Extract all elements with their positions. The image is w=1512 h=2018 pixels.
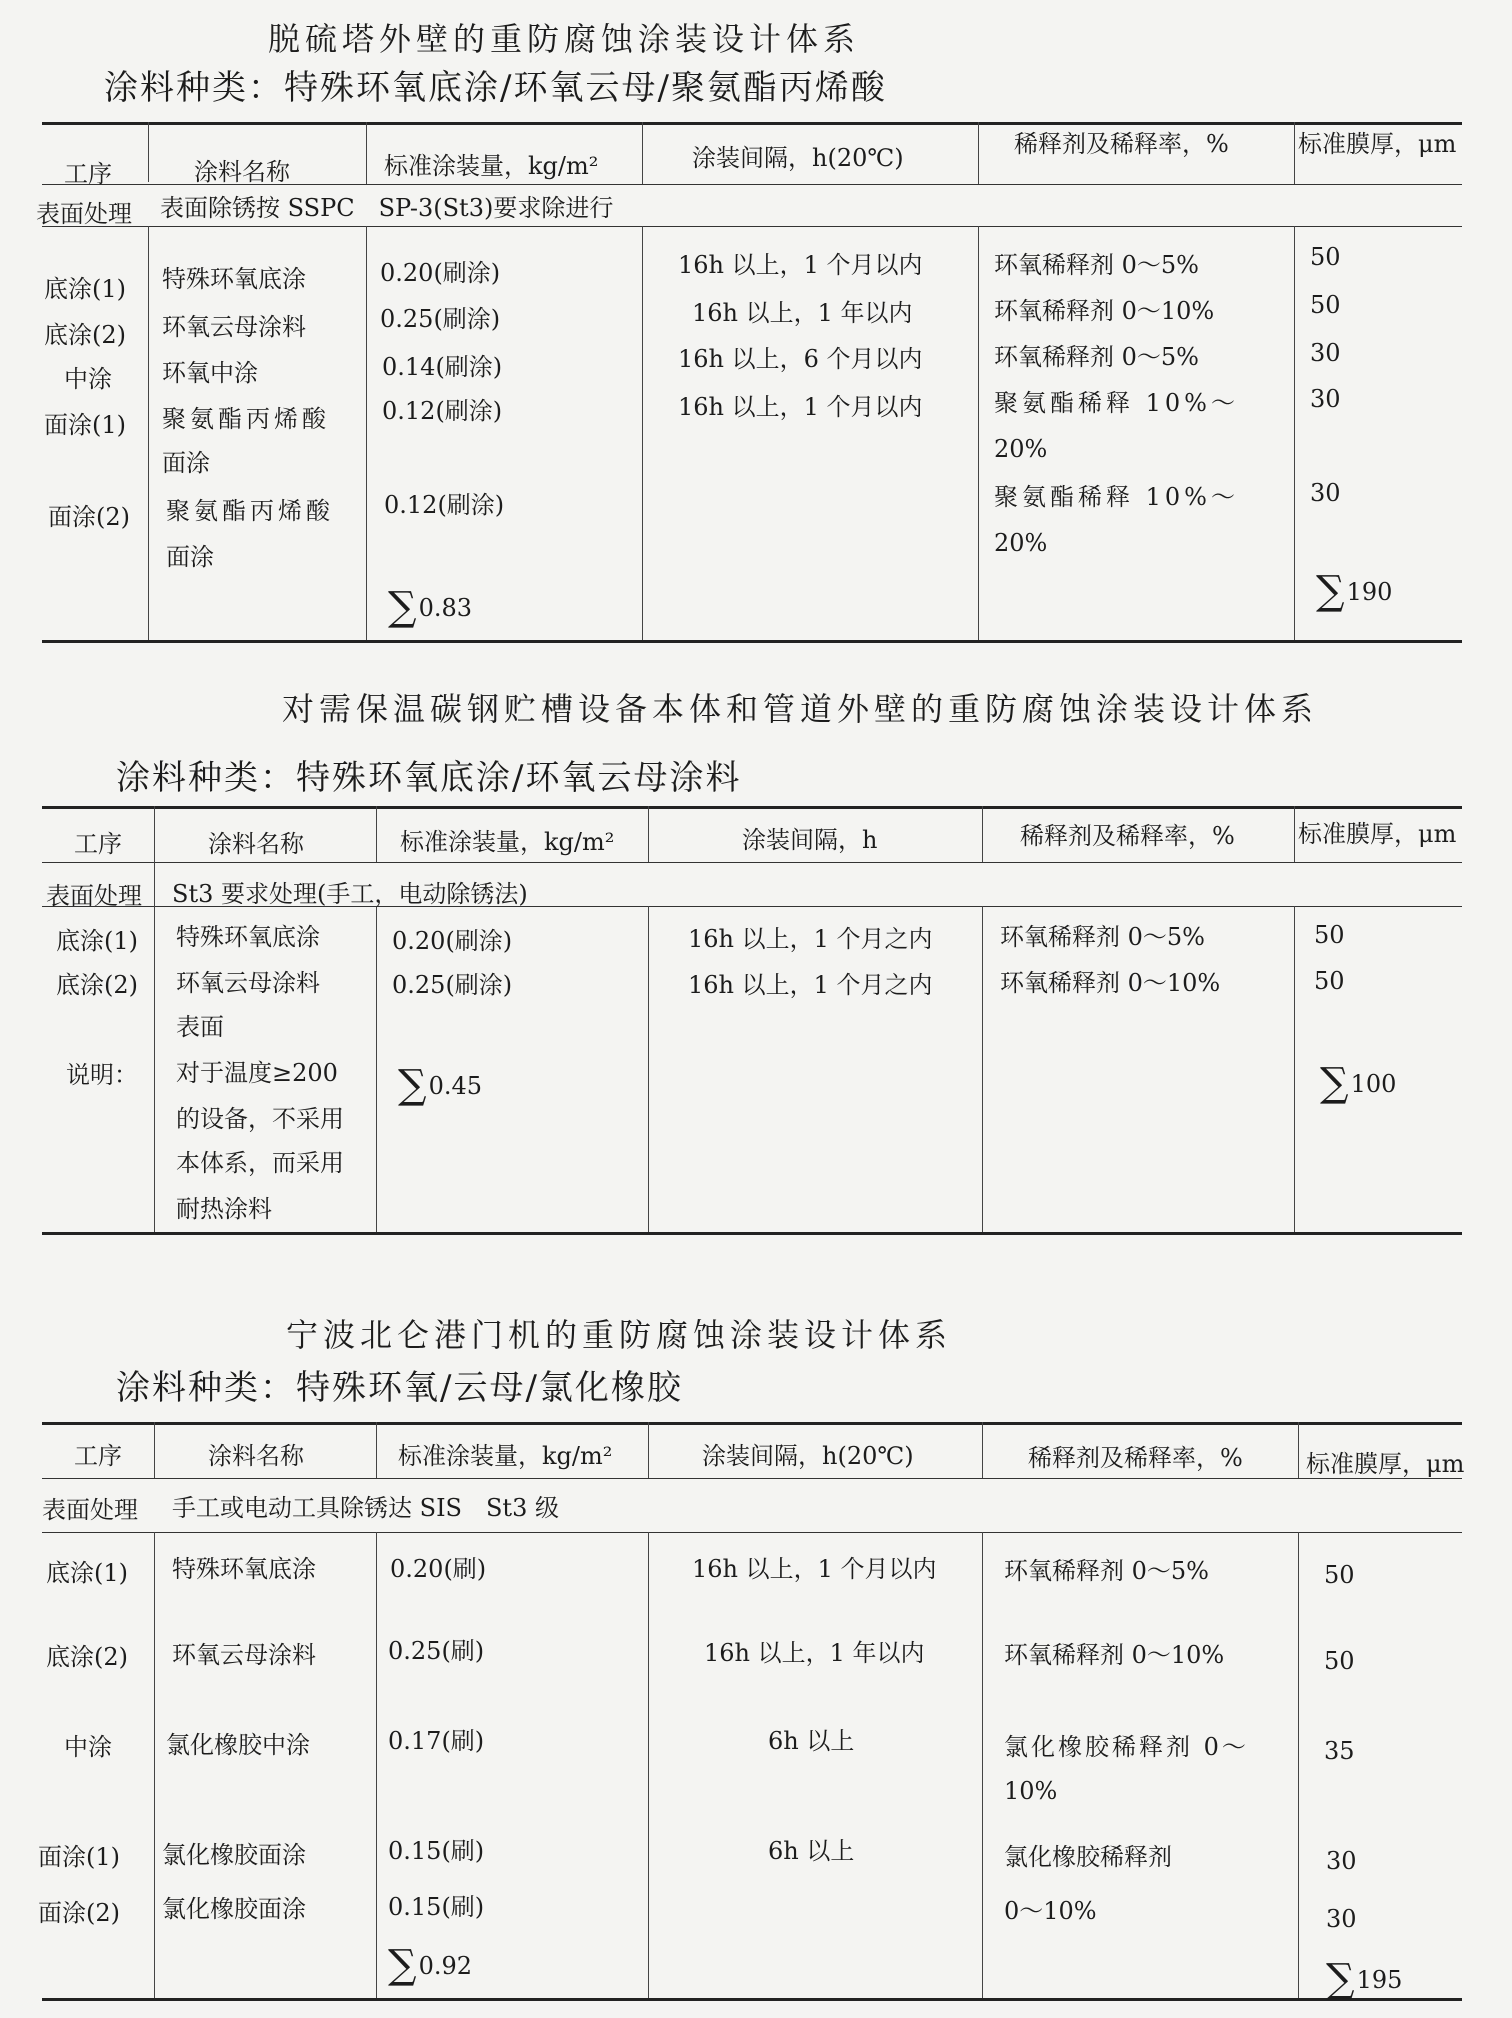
diluent-cell: 20%	[994, 435, 1048, 463]
sum-thickness: ∑100	[1320, 1060, 1397, 1106]
thickness-cell: 50	[1324, 1647, 1355, 1675]
diluent-cell: 环氧稀释剂 0～10%	[1004, 1641, 1225, 1669]
diluent-cell: 聚氨酯稀释 10%～	[994, 389, 1239, 417]
interval-cell: 16h 以上，1 年以内	[692, 299, 913, 327]
amount-cell: 0.25(刷)	[388, 1637, 485, 1665]
surface-treatment-text: 表面除锈按 SSPC SP-3(St3)要求除进行	[160, 194, 614, 222]
diluent-cell: 20%	[994, 529, 1048, 557]
interval-cell: 16h 以上，1 个月之内	[688, 971, 933, 999]
diluent-cell: 环氧稀释剂 0～5%	[994, 343, 1199, 371]
note-line: 的设备，不采用	[176, 1105, 344, 1133]
header-thickness: 标准膜厚，μm	[1298, 820, 1457, 848]
coating-type: 涂料种类：特殊环氧底涂/环氧云母/聚氨酯丙烯酸	[104, 68, 887, 108]
section-title: 脱硫塔外壁的重防腐蚀涂装设计体系	[268, 20, 861, 58]
step-cell: 底涂(2)	[46, 1643, 128, 1671]
note-line: 对于温度≥200	[176, 1059, 338, 1087]
coating-name-cell: 环氧云母涂料	[176, 969, 320, 997]
step-cell: 面涂(1)	[38, 1843, 120, 1871]
amount-cell: 0.15(刷)	[388, 1893, 485, 1921]
coating-name-cell: 氯化橡胶中涂	[166, 1731, 310, 1759]
step-cell: 面涂(2)	[38, 1899, 120, 1927]
coating-table	[42, 806, 1462, 1236]
sum-thickness: ∑190	[1316, 568, 1393, 614]
header-coating-name: 涂料名称	[208, 830, 304, 858]
header-diluent: 稀释剂及稀释率，%	[1020, 822, 1235, 850]
interval-cell: 16h 以上，1 个月之内	[688, 925, 933, 953]
diluent-cell: 环氧稀释剂 0～10%	[994, 297, 1215, 325]
coating-name-cell: 环氧云母涂料	[172, 1641, 316, 1669]
diluent-cell: 环氧稀释剂 0～5%	[1000, 923, 1205, 951]
step-cell: 底涂(2)	[56, 971, 138, 999]
amount-cell: 0.20(刷涂)	[380, 259, 501, 287]
coating-name-cell: 特殊环氧底涂	[172, 1555, 316, 1583]
header-coating-name: 涂料名称	[208, 1442, 304, 1470]
coating-name-cell: 面涂	[166, 543, 214, 571]
section-title: 宁波北仑港门机的重防腐蚀涂装设计体系	[286, 1316, 953, 1354]
coating-name-cell: 氯化橡胶面涂	[162, 1841, 306, 1869]
header-diluent: 稀释剂及稀释率，%	[1014, 130, 1229, 158]
sum-icon: ∑	[1320, 1060, 1349, 1106]
amount-cell: 0.17(刷)	[388, 1727, 485, 1755]
sum-icon: ∑	[388, 584, 417, 630]
interval-cell: 16h 以上，1 个月以内	[678, 393, 923, 421]
interval-cell: 6h 以上	[768, 1727, 855, 1755]
coating-name-cell: 表面	[176, 1013, 224, 1041]
diluent-cell: 环氧稀释剂 0～10%	[1000, 969, 1221, 997]
header-interval: 涂装间隔，h	[742, 826, 878, 854]
sum-amount: ∑0.83	[388, 584, 472, 630]
thickness-cell: 50	[1314, 967, 1345, 995]
diluent-cell: 氯化橡胶稀释剂 0～	[1004, 1733, 1249, 1761]
coating-name-cell: 环氧中涂	[162, 359, 258, 387]
interval-cell: 16h 以上，6 个月以内	[678, 345, 923, 373]
sum-amount: ∑0.92	[388, 1942, 472, 1988]
header-thickness: 标准膜厚，μm	[1306, 1450, 1465, 1478]
note-label: 说明：	[66, 1061, 138, 1089]
header-interval: 涂装间隔，h(20℃)	[702, 1442, 914, 1470]
coating-name-cell: 聚氨酯丙烯酸	[162, 405, 330, 433]
thickness-cell: 50	[1324, 1561, 1355, 1589]
step-cell: 中涂	[64, 1733, 112, 1761]
step-cell: 底涂(1)	[56, 927, 138, 955]
note-line: 耐热涂料	[176, 1195, 272, 1223]
amount-cell: 0.12(刷涂)	[384, 491, 505, 519]
coating-type: 涂料种类：特殊环氧/云母/氯化橡胶	[116, 1368, 683, 1408]
step-cell: 底涂(2)	[44, 321, 126, 349]
diluent-cell: 10%	[1004, 1777, 1058, 1805]
amount-cell: 0.25(刷涂)	[392, 971, 513, 999]
sum-icon: ∑	[1316, 568, 1345, 614]
interval-cell: 6h 以上	[768, 1837, 855, 1865]
thickness-cell: 30	[1310, 385, 1341, 413]
amount-cell: 0.15(刷)	[388, 1837, 485, 1865]
header-amount: 标准涂装量，kg/m²	[400, 828, 615, 856]
interval-cell: 16h 以上，1 个月以内	[692, 1555, 937, 1583]
step-cell: 底涂(1)	[46, 1559, 128, 1587]
thickness-cell: 30	[1310, 339, 1341, 367]
header-step: 工序	[74, 830, 122, 858]
coating-table	[36, 122, 1462, 642]
coating-name-cell: 聚氨酯丙烯酸	[166, 497, 334, 525]
header-coating-name: 涂料名称	[194, 158, 290, 186]
coating-name-cell: 环氧云母涂料	[162, 313, 306, 341]
diluent-cell: 氯化橡胶稀释剂	[1004, 1843, 1172, 1871]
thickness-cell: 35	[1324, 1737, 1355, 1765]
sum-amount: ∑0.45	[398, 1062, 482, 1108]
step-cell: 面涂(2)	[48, 503, 130, 531]
surface-treatment-label: 表面处理	[46, 882, 142, 910]
amount-cell: 0.14(刷涂)	[382, 353, 503, 381]
amount-cell: 0.20(刷)	[390, 1555, 487, 1583]
diluent-cell: 环氧稀释剂 0～5%	[994, 251, 1199, 279]
surface-treatment-text: St3 要求处理(手工，电动除锈法)	[172, 880, 528, 908]
sum-icon: ∑	[388, 1942, 417, 1988]
header-step: 工序	[64, 160, 112, 188]
coating-table	[38, 1422, 1465, 2002]
coating-name-cell: 特殊环氧底涂	[176, 923, 320, 951]
step-cell: 中涂	[64, 365, 112, 393]
amount-cell: 0.25(刷涂)	[380, 305, 501, 333]
coating-name-cell: 特殊环氧底涂	[162, 265, 306, 293]
step-cell: 底涂(1)	[44, 275, 126, 303]
diluent-cell: 聚氨酯稀释 10%～	[994, 483, 1239, 511]
header-interval: 涂装间隔，h(20℃)	[692, 144, 904, 172]
amount-cell: 0.20(刷涂)	[392, 927, 513, 955]
step-cell: 面涂(1)	[44, 411, 126, 439]
note-line: 本体系，而采用	[176, 1149, 344, 1177]
header-diluent: 稀释剂及稀释率，%	[1028, 1444, 1243, 1472]
thickness-cell: 30	[1310, 479, 1341, 507]
surface-treatment-label: 表面处理	[42, 1496, 138, 1524]
coating-name-cell: 氯化橡胶面涂	[162, 1895, 306, 1923]
thickness-cell: 50	[1310, 243, 1341, 271]
diluent-cell: 环氧稀释剂 0～5%	[1004, 1557, 1209, 1585]
header-amount: 标准涂装量，kg/m²	[384, 152, 599, 180]
interval-cell: 16h 以上，1 个月以内	[678, 251, 923, 279]
sum-thickness: ∑195	[1326, 1956, 1403, 2002]
surface-treatment-text: 手工或电动工具除锈达 SIS St3 级	[172, 1494, 559, 1522]
interval-cell: 16h 以上，1 年以内	[704, 1639, 925, 1667]
section-title: 对需保温碳钢贮槽设备本体和管道外壁的重防腐蚀涂装设计体系	[282, 690, 1319, 728]
header-step: 工序	[74, 1442, 122, 1470]
header-thickness: 标准膜厚，μm	[1298, 130, 1457, 158]
coating-type: 涂料种类：特殊环氧底涂/环氧云母涂料	[116, 758, 742, 798]
coating-name-cell: 面涂	[162, 449, 210, 477]
sum-icon: ∑	[398, 1062, 427, 1108]
thickness-cell: 30	[1326, 1847, 1357, 1875]
thickness-cell: 50	[1314, 921, 1345, 949]
header-amount: 标准涂装量，kg/m²	[398, 1442, 613, 1470]
diluent-cell: 0～10%	[1004, 1897, 1097, 1925]
thickness-cell: 50	[1310, 291, 1341, 319]
amount-cell: 0.12(刷涂)	[382, 397, 503, 425]
surface-treatment-label: 表面处理	[36, 200, 132, 228]
sum-icon: ∑	[1326, 1956, 1355, 2002]
thickness-cell: 30	[1326, 1905, 1357, 1933]
